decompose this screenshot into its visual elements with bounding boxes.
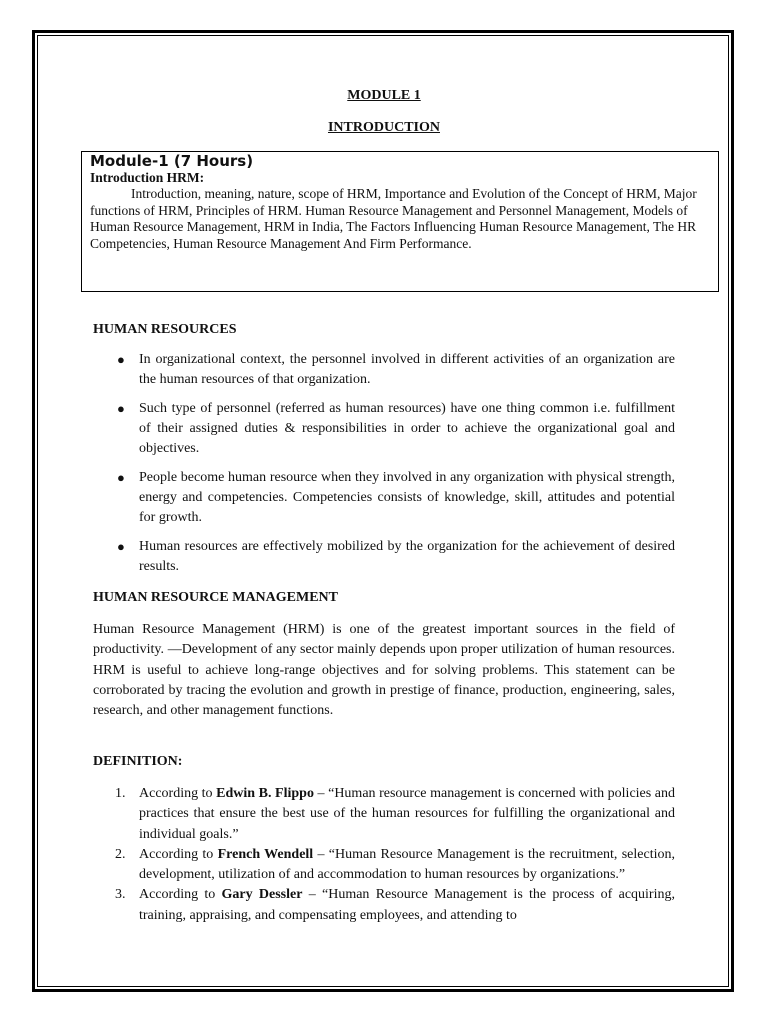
- item-number: 1.: [115, 786, 126, 801]
- section-title-definition: DEFINITION:: [93, 754, 183, 769]
- definition-text: – “Human Resource Management is the process of acquiring, training, appraising, and compensating employees, and attending to: [139, 887, 675, 923]
- list-item: [93, 537, 675, 577]
- module-heading: MODULE 1: [347, 88, 421, 103]
- definition-prefix: According to: [139, 846, 218, 862]
- list-item: [93, 350, 675, 390]
- bullet-icon: ●: [117, 401, 125, 416]
- syllabus-title: Module-1 (7 Hours): [90, 152, 254, 170]
- definition-item: [93, 885, 675, 926]
- definition-item: [93, 845, 675, 886]
- list-item: [93, 399, 675, 459]
- section-title-human-resources: HUMAN RESOURCES: [93, 322, 237, 337]
- definition-prefix: According to: [139, 786, 217, 801]
- list-item-text: Such type of personnel (referred as human resources) have one thing common i.e. fulfillment of their assigned duties & responsibilities in order to achieve the organizational goal and objectives.: [139, 401, 675, 456]
- bullet-icon: ●: [117, 470, 125, 485]
- human-resources-list: [93, 350, 675, 586]
- definition-text: – “Human resource management is concerned with policies and practices that ensure the best use of the human resources for fulfilling the organizational and individual goals.”: [139, 786, 676, 842]
- definition-author: French Wendell: [217, 846, 314, 862]
- definition-author: Edwin B. Flippo: [216, 786, 314, 801]
- definition-text: – “Human Resource Management is the recruitment, selection, development, utilization of and accommodation to human resources by organizations.”: [139, 846, 675, 883]
- syllabus-box: [81, 151, 719, 292]
- bullet-icon: ●: [117, 539, 125, 554]
- definition-list: [93, 784, 675, 926]
- item-number: 2.: [115, 846, 126, 862]
- syllabus-subtitle: Introduction HRM:: [90, 170, 205, 185]
- list-item-text: People become human resource when they involved in any organization with physical strength, energy and competencies. Competencies consists of knowledge, skill, attitudes and potential for growth.: [139, 470, 675, 525]
- list-item: [93, 468, 675, 528]
- definition-author: Gary Dessler: [221, 887, 303, 903]
- section-title-hrm: HUMAN RESOURCE MANAGEMENT: [93, 590, 338, 605]
- list-item-text: Human resources are effectively mobilized by the organization for the achievement of desired results.: [139, 539, 675, 574]
- item-number: 3.: [115, 887, 126, 903]
- introduction-heading: INTRODUCTION: [327, 120, 440, 135]
- list-item-text: In organizational context, the personnel involved in different activities of an organization are the human resources of that organization.: [139, 352, 675, 387]
- syllabus-body: Introduction, meaning, nature, scope of HRM, Importance and Evolution of the Concept of HRM, Major functions of HRM, Principles of HRM. Human Resource Management and Personnel Management, Models of Human Resource Management, HRM in India, The Factors Influencing Human Resource Management, The HR Competencies, Human Resource Management And Firm Performance.: [90, 186, 697, 251]
- hrm-paragraph: Human Resource Management (HRM) is one of the greatest important sources in the field of productivity. ―Development of any sector mainly depends upon proper utilization of human resources. HRM is useful to achieve long-range objectives and for solving problems. This statement can be corroborated by tracing the evolution and growth in prestige of finance, production, engineering, sales, research, and other management functions.: [93, 622, 675, 719]
- bullet-icon: ●: [117, 352, 125, 367]
- definition-item: [93, 784, 675, 845]
- definition-prefix: According to: [139, 887, 222, 903]
